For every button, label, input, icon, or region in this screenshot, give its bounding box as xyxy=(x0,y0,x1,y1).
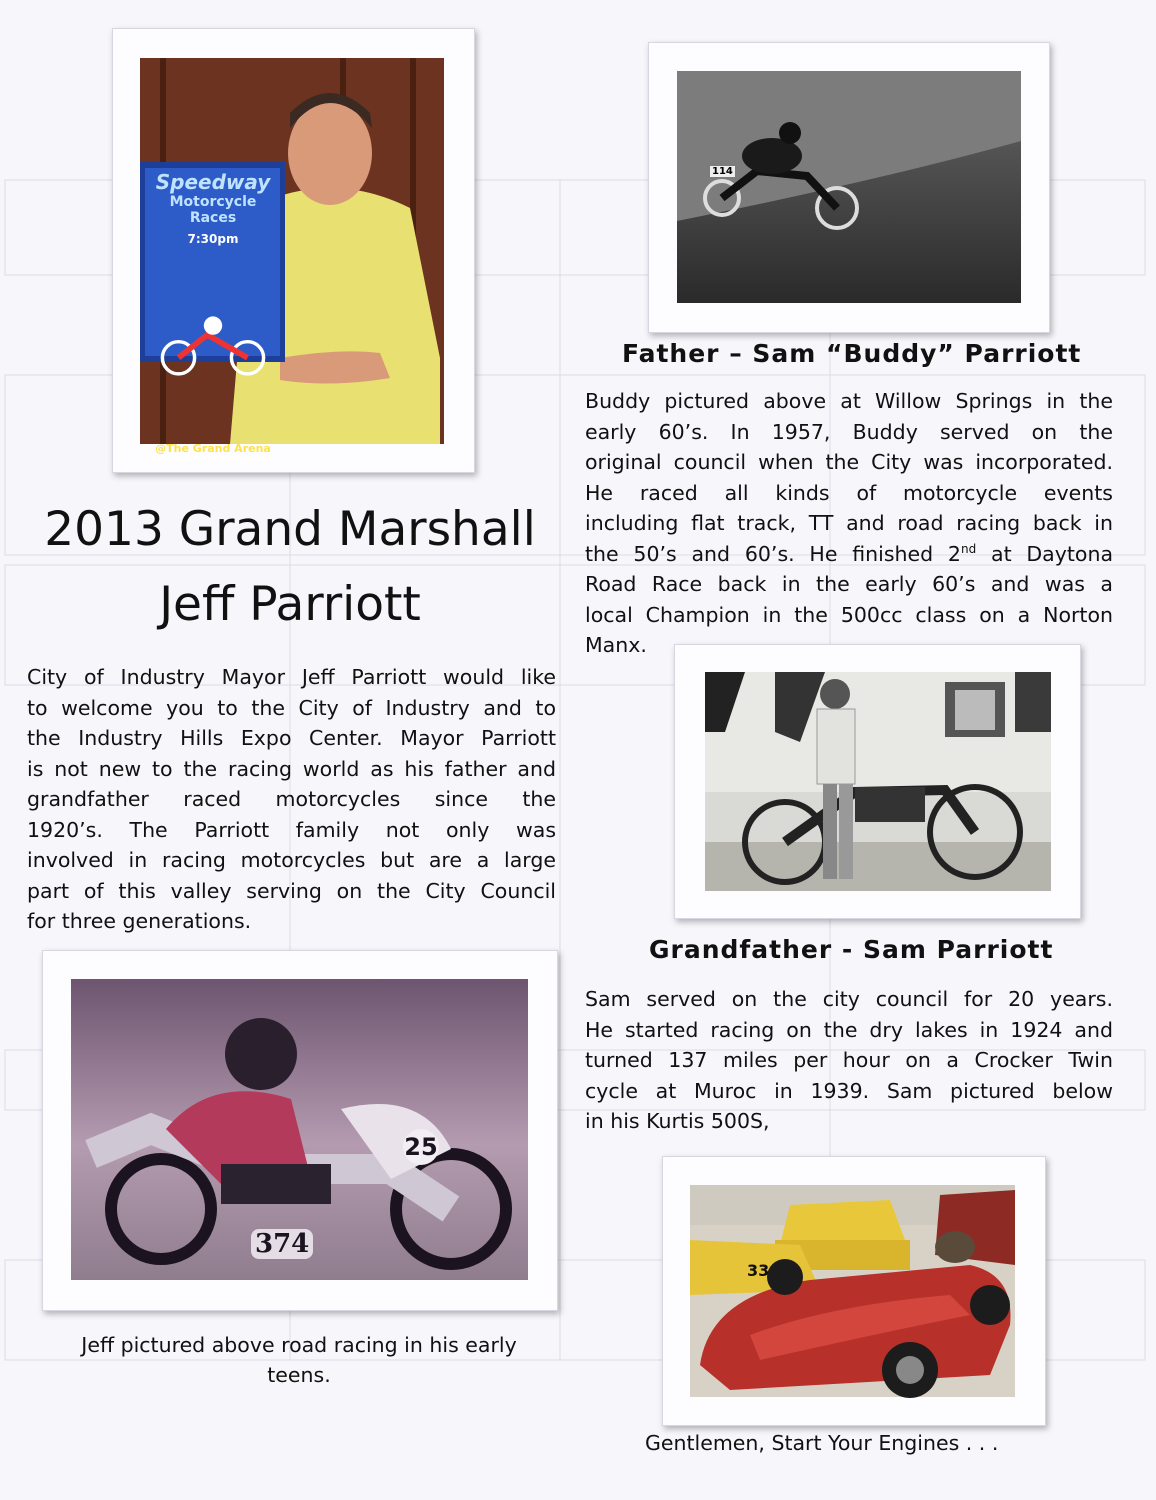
intro-line: part of this valley serving on the City Council xyxy=(27,878,556,903)
grandfather-paragraph xyxy=(585,984,1113,1137)
buddy-bike-number: 114 xyxy=(712,166,733,177)
father-heading: Father – Sam “Buddy” Parriott xyxy=(622,339,1082,368)
intro-paragraph xyxy=(27,662,556,937)
photo-kurtis-500s xyxy=(690,1185,1015,1397)
jeff-bike-number: 374 xyxy=(251,1229,313,1259)
jeff-caption-line-1: Jeff pictured above road racing in his early xyxy=(81,1333,517,1357)
closing-line: Gentlemen, Start Your Engines . . . xyxy=(645,1431,999,1455)
photo-jeff-road-racing xyxy=(71,979,528,1280)
intro-line: City of Industry Mayor Jeff Parriott would like xyxy=(27,665,556,689)
photo-buddy-willow-springs xyxy=(677,71,1021,303)
poster-line-5: INDUSTRY HILLS EXPO CENTER xyxy=(152,455,274,463)
father-line: local Champion in the 500cc class on a Norton xyxy=(585,602,1113,627)
page-title xyxy=(10,492,570,642)
father-line: original council when the City was incorporated. xyxy=(585,450,1113,474)
poster-line-1: Speedway xyxy=(155,170,271,194)
photo-jeff-with-poster xyxy=(140,58,444,463)
poster-line-3: Races xyxy=(189,210,237,226)
father-paragraph xyxy=(585,386,1113,661)
jeff-caption-line-2: teens. xyxy=(267,1363,331,1387)
grandfather-line: cycle at Muroc in 1939. Sam pictured below xyxy=(585,1078,1113,1103)
intro-line: grandfather raced motorcycles since the xyxy=(27,787,556,811)
jeff-side-number: 25 xyxy=(403,1129,439,1165)
father-line: early 60’s. In 1957, Buddy served on the xyxy=(585,419,1113,444)
father-line: Manx. xyxy=(585,633,647,657)
photo-sam-with-motorcycle xyxy=(705,672,1051,891)
intro-line: 1920’s. The Parriott family not only was xyxy=(27,817,556,842)
intro-line: is not new to the racing world as his father and xyxy=(27,756,556,781)
father-line-6a: the 50’s and 60’s. He finished 2 xyxy=(585,541,961,566)
jeff-photo-caption xyxy=(42,1330,556,1390)
title-line-1: 2013 Grand Marshall xyxy=(44,502,536,557)
car-number: 33 xyxy=(747,1261,770,1280)
grandfather-line: in his Kurtis 500S, xyxy=(585,1109,770,1133)
father-line-6b: at Daytona xyxy=(976,541,1114,566)
title-line-2: Jeff Parriott xyxy=(159,577,421,632)
father-line: Road Race back in the early 60’s and was a xyxy=(585,572,1113,596)
grandfather-line: turned 137 miles per hour on a Crocker Twin xyxy=(585,1048,1113,1072)
intro-line: to welcome you to the City of Industry and to xyxy=(27,695,556,720)
poster-bike-graphic xyxy=(144,248,282,440)
intro-line: involved in racing motorcycles but are a large xyxy=(27,848,556,872)
father-line: including flat track, TT and road racing back in xyxy=(585,511,1113,535)
father-line-with-sup xyxy=(585,539,1113,570)
grandfather-line: He started racing on the dry lakes in 1924 and xyxy=(585,1017,1113,1042)
poster xyxy=(144,166,282,463)
grandfather-line: Sam served on the city council for 20 years. xyxy=(585,987,1113,1011)
intro-line: for three generations. xyxy=(27,909,252,933)
poster-line-2: Motorcycle xyxy=(169,194,257,210)
intro-line: the Industry Hills Expo Center. Mayor Parriott xyxy=(27,726,556,750)
grandfather-heading: Grandfather - Sam Parriott xyxy=(649,935,1054,964)
father-line: Buddy pictured above at Willow Springs in the xyxy=(585,389,1113,413)
poster-time: 7:30pm xyxy=(187,232,239,246)
poster-line-4: @The Grand Arena xyxy=(155,442,271,455)
father-line-6-sup: nd xyxy=(960,541,977,556)
father-line: He raced all kinds of motorcycle events xyxy=(585,480,1113,505)
